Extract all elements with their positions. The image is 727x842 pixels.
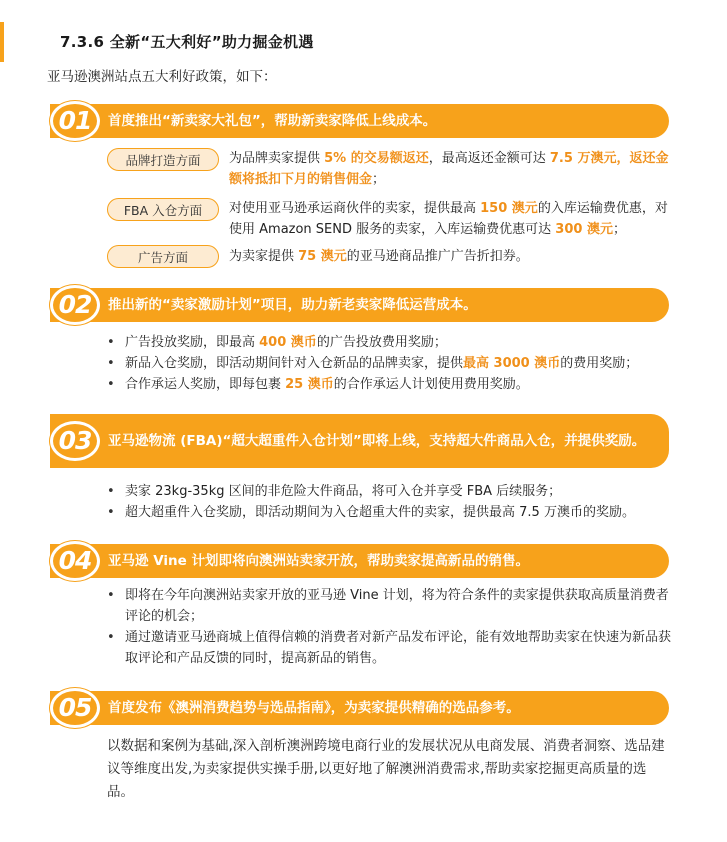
number-badge-01: 01 xyxy=(50,101,100,141)
banner-02 xyxy=(50,288,669,322)
section-heading: 7.3.6 全新“五大利好”助力掘金机遇 xyxy=(60,33,314,51)
number-badge-03: 03 xyxy=(50,421,100,461)
list-item: • 卖家 23kg-35kg 区间的非危险大件商品，将可入仓并享受 FBA 后续服务； xyxy=(107,481,671,502)
number-badge-02: 02 xyxy=(50,285,100,325)
heading-accent-bar xyxy=(0,22,4,62)
list-item: • 超大超重件入仓奖励，即活动期间为入仓超重大件的卖家，提供最高 7.5 万澳币的奖励。 xyxy=(107,502,671,523)
list-item: • 广告投放奖励，即最高 400 澳币的广告投放费用奖励； xyxy=(107,332,671,353)
banner-title-04: 亚马逊 Vine 计划即将向澳洲站卖家开放，帮助卖家提高新品的销售。 xyxy=(108,553,530,569)
banner-05 xyxy=(50,691,669,725)
banner-04 xyxy=(50,544,669,578)
pill-brand: 品牌打造方面 xyxy=(107,148,219,171)
list-03 xyxy=(107,481,671,523)
list-item: • 即将在今年向澳洲站卖家开放的亚马逊 Vine 计划，将为符合条件的卖家提供获取高质量消费者评论的机会； xyxy=(107,585,671,627)
list-item: • 通过邀请亚马逊商城上值得信赖的消费者对新产品发布评论，能有效地帮助卖家在快速为新品获取评论和产品反馈的同时，提高新品的销售。 xyxy=(107,627,671,669)
section-05-body: 以数据和案例为基础,深入剖析澳洲跨境电商行业的发展状况从电商发展、消费者洞察、选品建议等维度出发,为卖家提供实操手册,以更好地了解澳洲消费需求,帮助卖家挖掘更高质量的选品。 xyxy=(107,738,665,800)
list-02 xyxy=(107,332,671,395)
policy-text-ads: 为卖家提供 75 澳元的亚马逊商品推广广告折扣券。 xyxy=(229,249,529,264)
pill-fba: FBA 入仓方面 xyxy=(107,198,219,221)
policy-text-brand: 为品牌卖家提供 5% 的交易额返还，最高返还金额可达 7.5 万澳元，返还金额将抵扣下月的销售佣金； xyxy=(229,151,669,187)
banner-title-05: 首度发布《澳洲消费趋势与选品指南》，为卖家提供精确的选品参考。 xyxy=(108,700,520,716)
banner-01 xyxy=(50,104,669,138)
list-item: • 新品入仓奖励，即活动期间针对入仓新品的品牌卖家，提供最高 3000 澳币的费用奖励； xyxy=(107,353,671,374)
policy-text-fba: 对使用亚马逊承运商伙伴的卖家，提供最高 150 澳元的入库运输费优惠，对使用 Amazon SEND 服务的卖家，入库运输费优惠可达 300 澳元； xyxy=(229,201,668,237)
pill-ads: 广告方面 xyxy=(107,245,219,268)
list-04 xyxy=(107,585,671,669)
banner-03 xyxy=(50,414,669,468)
number-badge-04: 04 xyxy=(50,541,100,581)
banner-title-03: 亚马逊物流 (FBA)“超大超重件入仓计划”即将上线，支持超大件商品入仓，并提供奖励。 xyxy=(108,433,646,449)
banner-title-01: 首度推出“新卖家大礼包”，帮助新卖家降低上线成本。 xyxy=(108,113,437,129)
number-badge-05: 05 xyxy=(50,688,100,728)
list-item: • 合作承运人奖励，即每包裹 25 澳币的合作承运人计划使用费用奖励。 xyxy=(107,374,671,395)
banner-title-02: 推出新的“卖家激励计划”项目，助力新老卖家降低运营成本。 xyxy=(108,297,477,313)
intro-text: 亚马逊澳洲站点五大利好政策，如下： xyxy=(47,69,277,85)
